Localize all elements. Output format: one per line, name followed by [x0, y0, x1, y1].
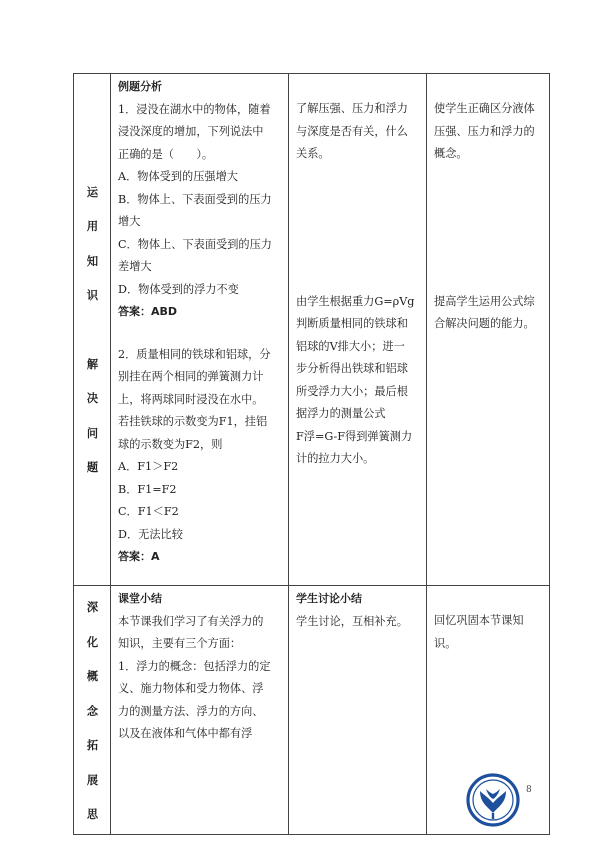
- q2-activity: 由学生根据重力G=ρVg 判断质量相同的铁球和 铝球的V排大小；进一 步分析得出铁球和铝球 所受浮力大小；最后根 据浮力的测量公式 F浮=G-F得到弹簧测力 计的拉力大小。: [296, 294, 415, 465]
- student-discussion-cell: 学生讨论小结 学生讨论，互相补充。: [289, 586, 427, 835]
- page-number: 8: [526, 785, 532, 795]
- question-2: 2．质量相同的铁球和铝球，分 别挂在两个相同的弹簧测力计 上，将两球同时浸没在水中。 若挂铁球的示数变为F1，挂铝 球的示数变为F2，则 A．F1＞F2 B．F1=F2 C．F1＜F2 D．无法比较 答案：A: [118, 344, 282, 569]
- lesson-plan-table: [73, 73, 550, 835]
- side-label-apply-knowledge: 运 用 知 识 解 决 问 题: [74, 74, 111, 586]
- discussion-heading: 学生讨论小结: [296, 592, 362, 605]
- question-1: 1．浸没在湖水中的物体，随着 浸没深度的增加，下列说法中 正确的是（ ）。 A．物体受到的压强增大 B．物体上、下表面受到的压力 增大 C．物体上、下表面受到的压力 差增大 D．物体受到的浮力不变 答案：ABD: [118, 99, 282, 324]
- q1-activity: 了解压强、压力和浮力 与深度是否有关，什么 关系。: [296, 102, 408, 160]
- summary-cell: 课堂小结 本节课我们学习了有关浮力的 知识，主要有三个方面： 1．浮力的概念：包括浮力的定 义、施力物体和受力物体、浮 力的测量方法、浮力的方向、 以及在液体和气体中都有浮: [111, 586, 289, 835]
- examples-heading: 例题分析: [118, 80, 162, 93]
- side-label-deepen-concept: 深 化 概 念 拓 展 思: [74, 586, 111, 835]
- teacher-activity-cell: [289, 74, 427, 586]
- answer-1: 答案：ABD: [118, 305, 178, 318]
- q2-intent: 提高学生运用公式综 合解决问题的能力。: [434, 294, 535, 330]
- table-row-apply-knowledge: [74, 74, 550, 586]
- answer-2: 答案：A: [118, 550, 160, 563]
- school-emblem-icon: [466, 773, 520, 827]
- review-intent-cell: 回忆巩固本节课知 识。: [427, 586, 550, 835]
- examples-cell: [111, 74, 289, 586]
- summary-heading: 课堂小结: [118, 592, 162, 605]
- q1-intent: 使学生正确区分液体 压强、压力和浮力的 概念。: [434, 102, 535, 160]
- design-intent-cell: [427, 74, 550, 586]
